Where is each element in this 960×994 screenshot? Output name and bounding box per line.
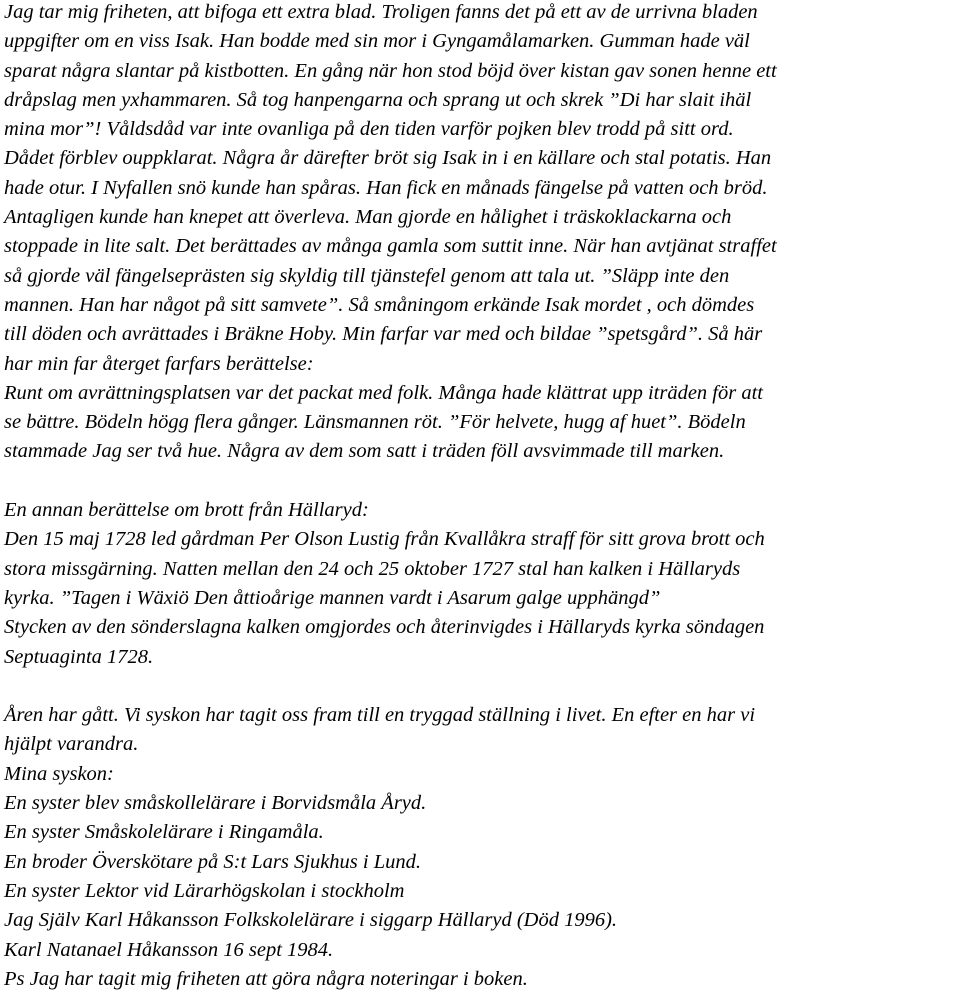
text-line: En syster Lektor vid Lärarhögskolan i stockholm [4,879,405,902]
text-line: En syster blev småskollelärare i Borvidsmåla Åryd. [4,792,427,815]
paragraph-isak-story [4,0,960,467]
text-line: En broder Överskötare på S:t Lars Sjukhus i Lund. [4,850,422,873]
text-line: sparat några slantar på kistbotten. En gång när hon stod böjd över kistan gav sonen henne ett [4,59,777,82]
text-line: Antagligen kunde han knepet att överleva. Man gjorde en hålighet i träskoklackarna och [4,206,732,229]
text-line: Dådet förblev ouppklarat. Några år därefter bröt sig Isak in i en källare och stal potatis. Han [4,147,772,170]
text-line: Den 15 maj 1728 led gårdman Per Olson Lustig från Kvallåkra straff för sitt grova brott och [4,528,765,551]
text-line: En annan berättelse om brott från Hällaryd: [4,499,369,522]
text-line: En syster Småskolelärare i Ringamåla. [4,821,324,844]
text-line: har min far återget farfars berättelse: [4,352,314,375]
text-line: hade otur. I Nyfallen snö kunde han spåras. Han fick en månads fängelse på vatten och bröd. [4,176,768,199]
text-line: Jag tar mig friheten, att bifoga ett extra blad. Troligen fanns det på ett av de urrivna bladen [4,1,758,23]
paragraph-hallaryd-crime [4,496,960,672]
text-line: Karl Natanael Håkansson 16 sept 1984. [4,938,334,961]
text-line: mina mor”! Våldsdåd var inte ovanliga på den tiden varför pojken blev trodd på sitt ord. [4,118,734,141]
text-line: stora missgärning. Natten mellan den 24 och 25 oktober 1727 stal han kalken i Hällaryds [4,557,741,580]
text-line: Mina syskon: [4,762,114,785]
paragraph-spacer [4,467,960,496]
paragraph-siblings [4,701,960,994]
text-line: stammade Jag ser två hue. Några av dem som satt i träden föll avsvimmade till marken. [4,440,725,463]
text-line: till döden och avrättades i Bräkne Hoby. Min farfar var med och bildae ”spetsgård”. Så här [4,323,763,346]
text-line: så gjorde väl fängelseprästen sig skyldig till tjänstefel genom att tala ut. ”Släpp inte den [4,264,730,287]
text-line: Åren har gått. Vi syskon har tagit oss fram till en tryggad ställning i livet. En efter en har vi [4,704,756,727]
text-line: Stycken av den sönderslagna kalken omgjordes och återinvigdes i Hällaryds kyrka söndagen [4,616,765,639]
text-line: Septuaginta 1728. [4,645,154,668]
text-line: kyrka. ”Tagen i Wäxiö Den åttioårige mannen vardt i Asarum galge upphängd” [4,586,661,609]
text-line: Jag Själv Karl Håkansson Folkskolelärare i siggarp Hällaryd (Död 1996). [4,909,618,932]
text-line: stoppade in lite salt. Det berättades av många gamla som suttit inne. När han avtjänat straffet [4,235,777,258]
text-line: Runt om avrättningsplatsen var det packat med folk. Många hade klättrat upp iträden för att [4,381,763,404]
text-line: se bättre. Bödeln högg flera gånger. Länsmannen röt. ”För helvete, hugg af huet”. Bödeln [4,411,746,434]
text-line: hjälpt varandra. [4,733,139,756]
text-line: mannen. Han har något på sitt samvete”. Så småningom erkände Isak mordet , och dömdes [4,293,755,316]
paragraph-spacer [4,672,960,701]
text-line: Ps Jag har tagit mig friheten att göra några noteringar i boken. [4,967,528,990]
text-line: dråpslag men yxhammaren. Så tog hanpengarna och sprang ut och skrek ”Di har slait ihäl [4,88,752,111]
text-line: uppgifter om en viss Isak. Han bodde med sin mor i Gyngamålamarken. Gumman hade väl [4,30,750,53]
